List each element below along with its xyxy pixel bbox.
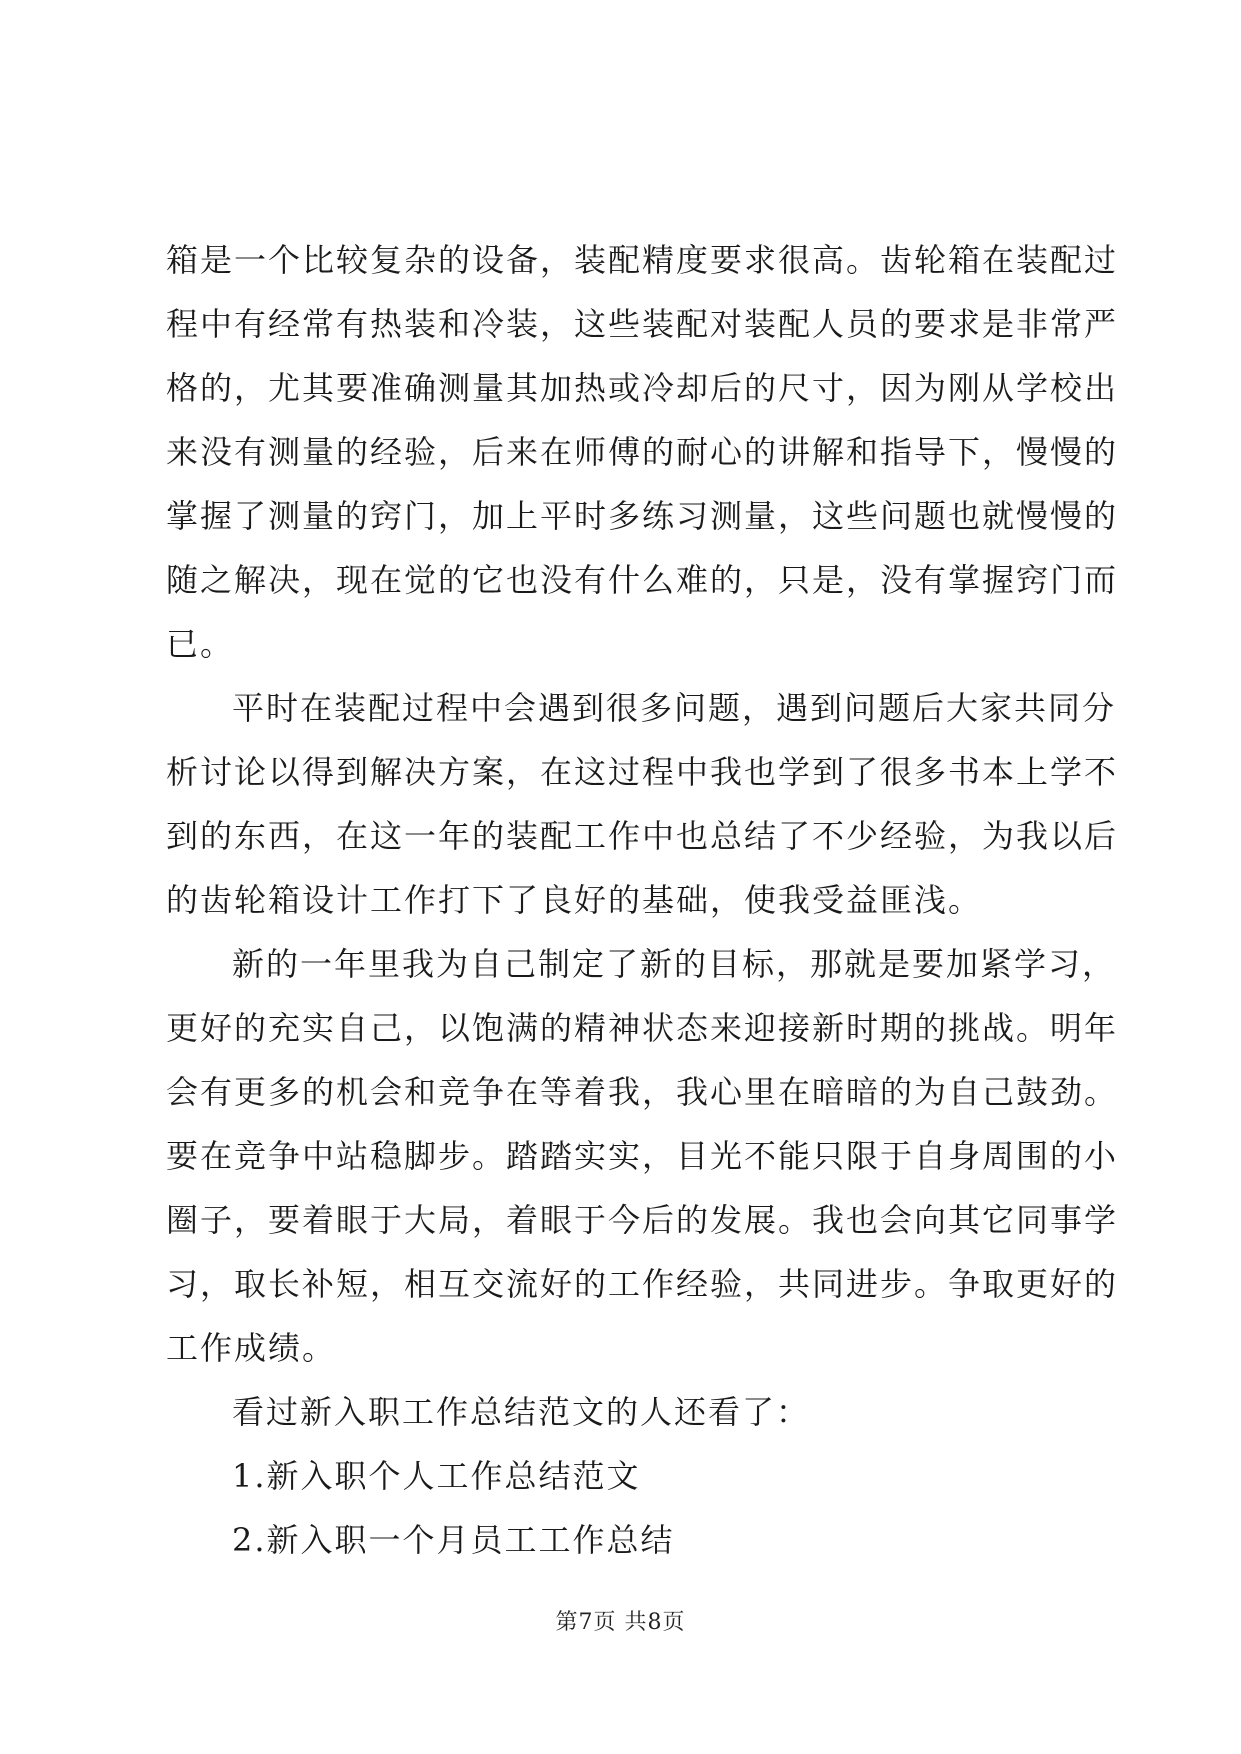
paragraph-line: 箱是一个比较复杂的设备，装配精度要求很高。齿轮箱在装配过 [166,241,1119,279]
paragraph-line: 习，取长补短，相互交流好的工作经验，共同进步。争取更好的 [166,1265,1119,1303]
related-heading: 看过新入职工作总结范文的人还看了： [232,1393,811,1431]
paragraph-line: 程中有经常有热装和冷装，这些装配对装配人员的要求是非常严 [166,305,1119,343]
paragraph-line: 来没有测量的经验，后来在师傅的耐心的讲解和指导下，慢慢的 [166,433,1119,471]
paragraph-line: 会有更多的机会和竞争在等着我，我心里在暗暗的为自己鼓劲。 [166,1073,1119,1111]
paragraph-3 [166,932,1119,1380]
related-item[interactable]: 1.新入职个人工作总结范文 [232,1457,641,1495]
paragraph-line: 要在竞争中站稳脚步。踏踏实实，目光不能只限于自身周围的小 [166,1137,1119,1175]
paragraph-line: 掌握了测量的窍门，加上平时多练习测量，这些问题也就慢慢的 [166,497,1119,535]
paragraph-line: 随之解决，现在觉的它也没有什么难的，只是，没有掌握窍门而 [166,561,1119,599]
paragraph-line: 圈子，要着眼于大局，着眼于今后的发展。我也会向其它同事学 [166,1201,1119,1239]
related-item[interactable]: 2.新入职一个月员工工作总结 [232,1521,675,1559]
paragraph-1 [166,228,1119,676]
related-section [166,1380,1086,1572]
paragraph-line: 更好的充实自己，以饱满的精神状态来迎接新时期的挑战。明年 [166,1009,1119,1047]
document-body [166,228,1119,1572]
paragraph-line: 新的一年里我为自己制定了新的目标，那就是要加紧学习， [232,945,1117,983]
paragraph-line: 到的东西，在这一年的装配工作中也总结了不少经验，为我以后 [166,817,1119,855]
paragraph-line: 析讨论以得到解决方案，在这过程中我也学到了很多书本上学不 [166,753,1119,791]
paragraph-line: 平时在装配过程中会遇到很多问题，遇到问题后大家共同分 [232,689,1117,727]
paragraph-line: 已。 [166,625,235,663]
paragraph-2 [166,676,1119,932]
paragraph-line: 的齿轮箱设计工作打下了良好的基础，使我受益匪浅。 [166,881,983,919]
paragraph-line: 工作成绩。 [166,1329,337,1367]
page-footer [0,1608,1241,1638]
paragraph-line: 格的，尤其要准确测量其加热或冷却后的尺寸，因为刚从学校出 [166,369,1119,407]
page-number: 第7页 共8页 [555,1610,686,1635]
